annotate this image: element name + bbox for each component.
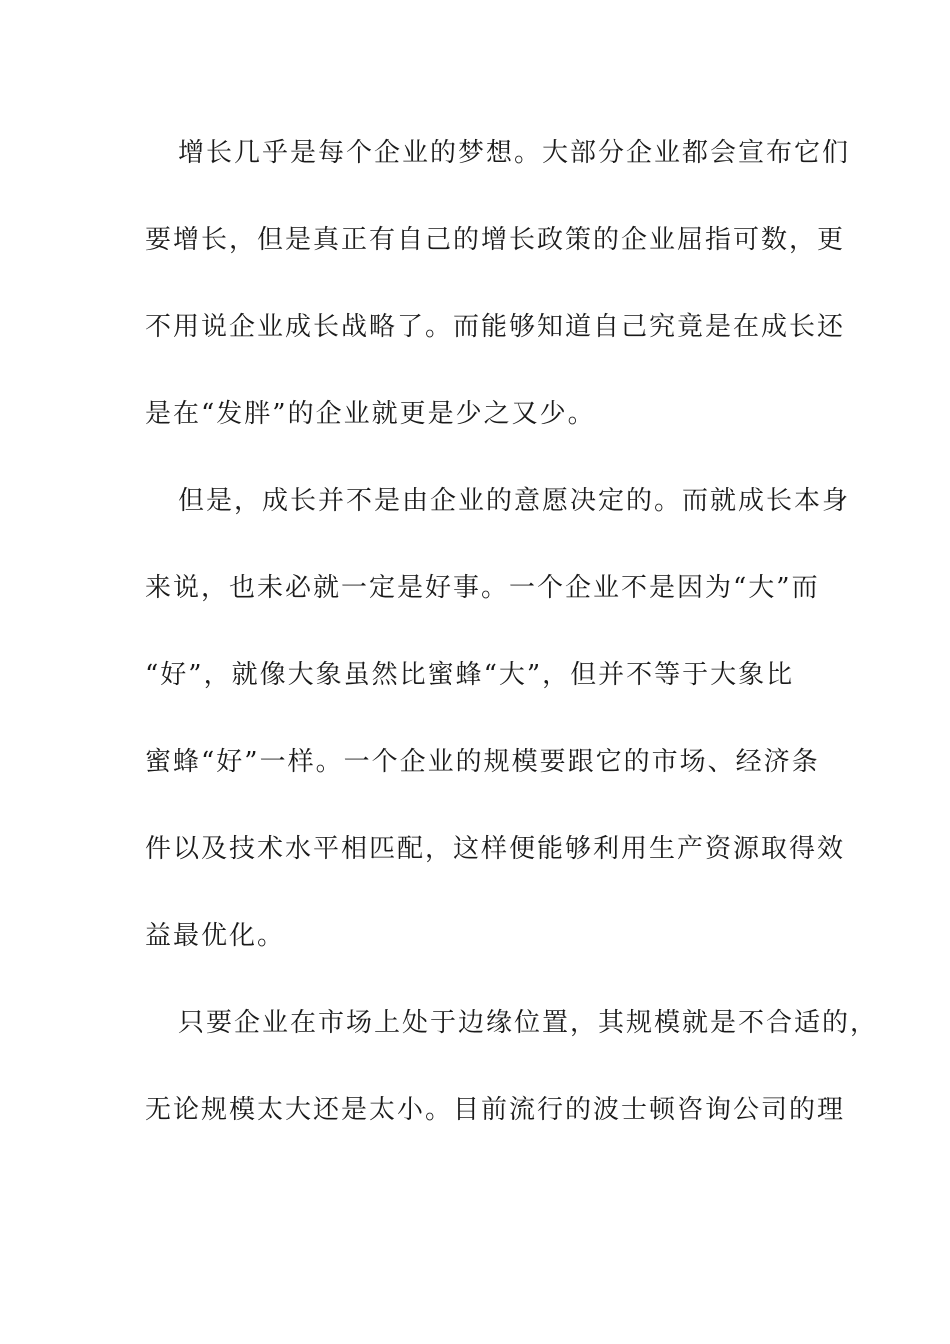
paragraph-2-line-4: 蜜蜂“好”一样。一个企业的规模要跟它的市场、经济条 (145, 747, 820, 777)
paragraph-2-line-5: 件以及技术水平相匹配，这样便能够利用生产资源取得效 (145, 834, 846, 864)
paragraph-2-line-3: “好”，就像大象虽然比蜜蜂“大”，但并不等于大象比 (145, 660, 795, 690)
paragraph-2-line-6: 益最优化。 (145, 921, 286, 951)
body-text (145, 131, 879, 1175)
paragraph-2-line-1: 但是，成长并不是由企业的意愿决定的。而就成长本身 (178, 486, 851, 516)
paragraph-3-line-1: 只要企业在市场上处于边缘位置，其规模就是不合适的， (178, 1008, 879, 1038)
paragraph-1-line-3: 不用说企业成长战略了。而能够知道自己究竟是在成长还 (145, 312, 846, 342)
paragraph-1-line-4: 是在“发胖”的企业就更是少之又少。 (145, 399, 596, 429)
paragraph-3-line-2: 无论规模太大还是太小。目前流行的波士顿咨询公司的理 (145, 1095, 846, 1125)
paragraph-1-line-1: 增长几乎是每个企业的梦想。大部分企业都会宣布它们 (178, 138, 851, 168)
paragraph-2-line-2: 来说，也未必就一定是好事。一个企业不是因为“大”而 (145, 573, 820, 603)
paragraph-1-line-2: 要增长，但是真正有自己的增长政策的企业屈指可数，更 (145, 225, 846, 255)
